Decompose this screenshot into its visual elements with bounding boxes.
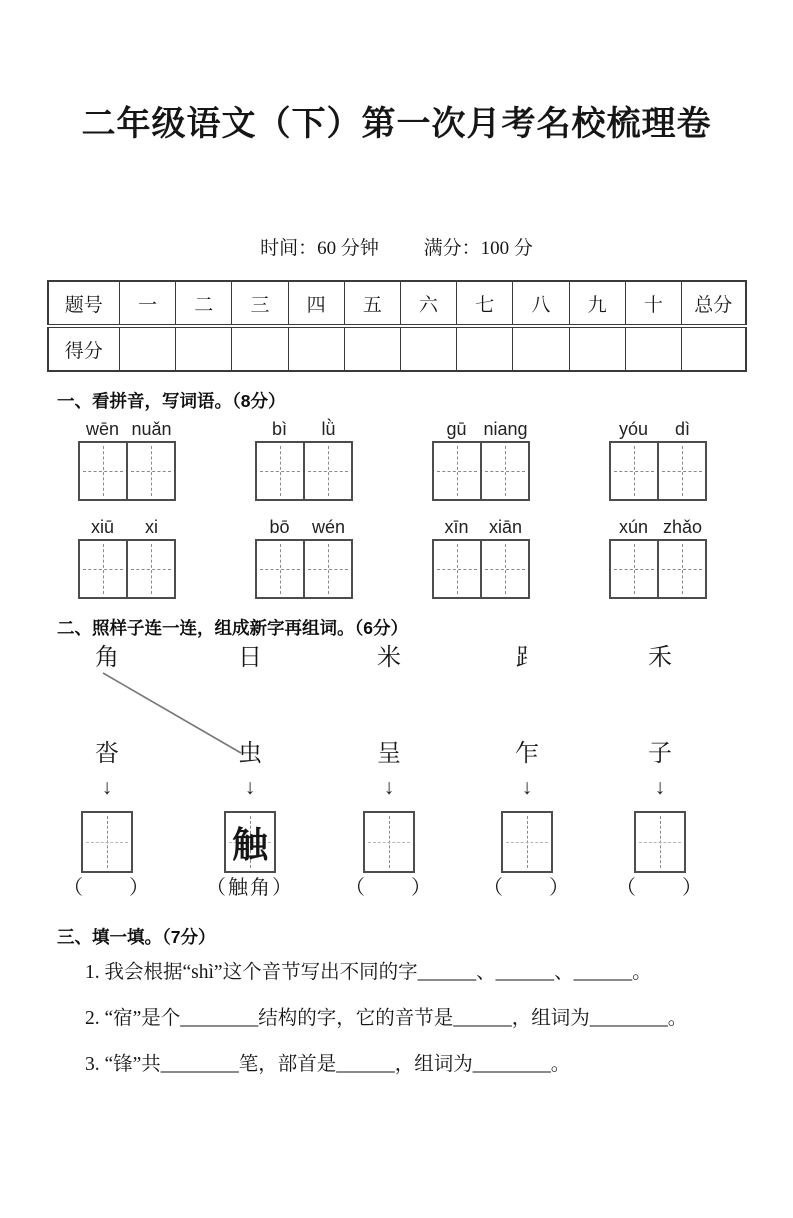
word-parens: （ ） xyxy=(616,877,704,899)
down-arrow-icon: ↓ xyxy=(101,775,113,799)
answer-box xyxy=(81,811,133,873)
writing-cell xyxy=(80,443,126,499)
score-table-score-row xyxy=(48,326,746,371)
score-cell xyxy=(457,326,513,371)
component-char-bottom: 沓 xyxy=(95,741,119,767)
section3-heading: 三、填一填。（7分） xyxy=(57,927,216,947)
score-table-header-cell: 九 xyxy=(569,281,625,326)
down-arrow-icon: ↓ xyxy=(244,775,256,799)
writing-box xyxy=(432,441,530,501)
exam-meta xyxy=(0,233,793,260)
component-char-bottom: 呈 xyxy=(377,741,401,767)
pinyin-group xyxy=(609,515,707,599)
writing-cell xyxy=(257,541,303,597)
writing-box xyxy=(609,539,707,599)
score-cell xyxy=(625,326,681,371)
score-cell xyxy=(682,326,746,371)
pinyin-row-1 xyxy=(78,417,707,501)
writing-box xyxy=(78,441,176,501)
score-cell xyxy=(176,326,232,371)
question-line: 2. “宿”是个________结构的字，它的音节是______，组词为________。 xyxy=(85,1008,688,1029)
component-char-top: ⻊ xyxy=(515,645,539,671)
pinyin-label: wēn nuǎn xyxy=(85,419,172,439)
question-line: 3. “锋”共________笔，部首是______，组词为________。 xyxy=(85,1054,571,1075)
writing-cell xyxy=(303,443,351,499)
score-cell xyxy=(569,326,625,371)
score-table-corner-cell: 题号 xyxy=(48,281,120,326)
pinyin-label: yóu dì xyxy=(618,419,690,439)
score-cell xyxy=(120,326,176,371)
score-table-header-cell: 三 xyxy=(232,281,288,326)
pinyin-label: bō wén xyxy=(269,517,346,537)
answer-box xyxy=(634,811,686,873)
component-char-top: 禾 xyxy=(648,645,672,671)
pinyin-row-2 xyxy=(78,515,707,599)
writing-box xyxy=(255,441,353,501)
down-arrow-icon: ↓ xyxy=(521,775,533,799)
component-char-top: 米 xyxy=(377,645,401,671)
score-table-header-cell: 二 xyxy=(176,281,232,326)
matching-column xyxy=(590,640,730,901)
writing-cell xyxy=(303,541,351,597)
score-row-label: 得分 xyxy=(48,326,120,371)
score-table xyxy=(47,280,747,372)
score-cell xyxy=(344,326,400,371)
score-table-header-cell: 七 xyxy=(457,281,513,326)
writing-cell xyxy=(126,541,174,597)
answer-box xyxy=(224,811,276,873)
matching-column xyxy=(37,640,177,901)
writing-cell xyxy=(257,443,303,499)
score-table-header-cell: 六 xyxy=(400,281,456,326)
answer-box xyxy=(501,811,553,873)
pinyin-label: gū niang xyxy=(446,419,528,439)
writing-cell xyxy=(657,443,705,499)
writing-box xyxy=(609,441,707,501)
pinyin-group xyxy=(78,515,176,599)
page-title: 二年级语文（下）第一次月考名校梳理卷 xyxy=(81,105,712,143)
writing-cell xyxy=(480,541,528,597)
time-limit: 时间：60 分钟 xyxy=(260,238,379,259)
word-parens: （ ） xyxy=(63,877,151,899)
score-table-header-cell: 总分 xyxy=(682,281,746,326)
answer-box xyxy=(363,811,415,873)
writing-box xyxy=(432,539,530,599)
down-arrow-icon: ↓ xyxy=(383,775,395,799)
pinyin-group xyxy=(255,515,353,599)
word-parens: （触角） xyxy=(206,877,294,899)
pinyin-label: xīn xiān xyxy=(444,517,523,537)
score-cell xyxy=(232,326,288,371)
score-table-header-cell: 五 xyxy=(344,281,400,326)
component-char-bottom: 虫 xyxy=(238,741,262,767)
down-arrow-icon: ↓ xyxy=(654,775,666,799)
matching-column xyxy=(180,640,320,901)
question-line: 1. 我会根据“shì”这个音节写出不同的字______、______、______。 xyxy=(85,962,652,983)
score-cell xyxy=(400,326,456,371)
score-cell xyxy=(288,326,344,371)
writing-box xyxy=(255,539,353,599)
fill-in-questions xyxy=(85,959,793,1078)
score-table-header-cell: 四 xyxy=(288,281,344,326)
writing-box xyxy=(78,539,176,599)
score-table-header-cell: 八 xyxy=(513,281,569,326)
writing-cell xyxy=(434,541,480,597)
pinyin-group xyxy=(432,417,530,501)
writing-cell xyxy=(657,541,705,597)
component-char-top: 角 xyxy=(95,645,119,671)
component-char-top: 日 xyxy=(238,645,262,671)
score-table-header-cell: 十 xyxy=(625,281,681,326)
matching-column xyxy=(457,640,597,901)
section2-heading: 二、照样子连一连，组成新字再组词。（6分） xyxy=(57,618,408,638)
pinyin-label: xiū xi xyxy=(90,517,158,537)
sample-answer: 触 xyxy=(231,824,268,865)
pinyin-group xyxy=(78,417,176,501)
matching-column xyxy=(319,640,459,901)
writing-cell xyxy=(434,443,480,499)
component-char-bottom: 子 xyxy=(648,741,672,767)
word-parens: （ ） xyxy=(345,877,433,899)
pinyin-group xyxy=(609,417,707,501)
exam-paper xyxy=(0,96,793,1078)
writing-cell xyxy=(80,541,126,597)
pinyin-label: bì lǜ xyxy=(271,419,336,439)
score-table-header-cell: 一 xyxy=(120,281,176,326)
pinyin-group xyxy=(255,417,353,501)
matching-area xyxy=(0,640,793,908)
writing-cell xyxy=(126,443,174,499)
pinyin-label: xún zhǎo xyxy=(618,517,703,537)
pinyin-group xyxy=(432,515,530,599)
writing-cell xyxy=(611,541,657,597)
word-parens: （ ） xyxy=(483,877,571,899)
score-table-header-row xyxy=(48,281,746,326)
writing-cell xyxy=(480,443,528,499)
writing-cell xyxy=(611,443,657,499)
component-char-bottom: 乍 xyxy=(515,741,539,767)
score-cell xyxy=(513,326,569,371)
section1-heading: 一、看拼音，写词语。（8分） xyxy=(57,391,286,411)
full-score: 满分：100 分 xyxy=(423,238,533,259)
